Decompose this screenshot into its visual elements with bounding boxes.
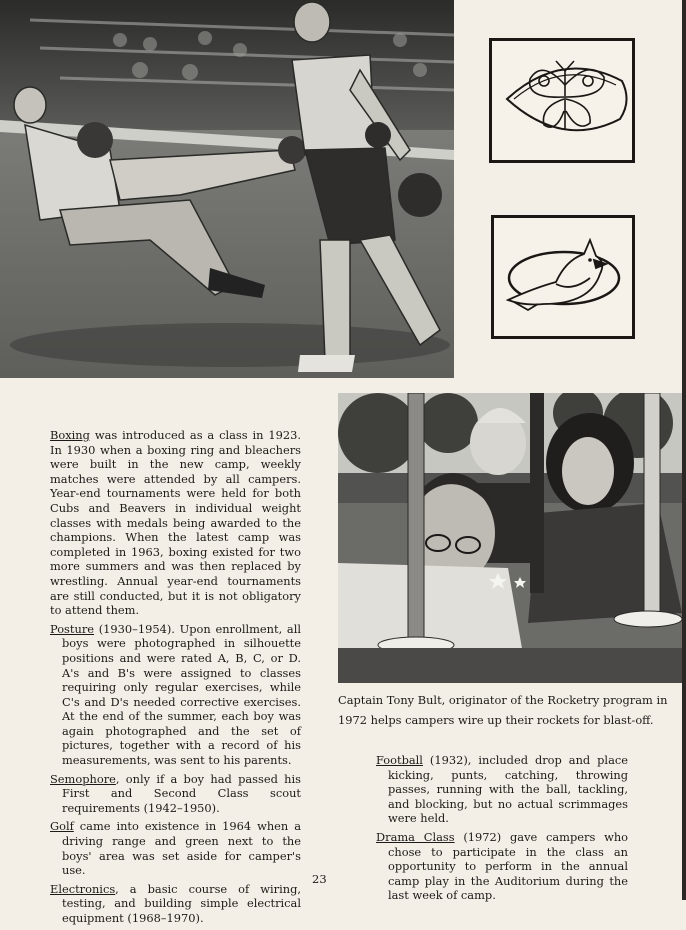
entry-football — [376, 753, 628, 826]
entry-term: Drama Class — [376, 829, 455, 844]
entry-term: Football — [376, 753, 423, 767]
entry-posture — [50, 622, 301, 768]
page-edge — [682, 0, 686, 900]
rocketry-class-photo — [338, 393, 682, 683]
entry-text: (1930–1954). Upon enrollment, all boys were photographed in silhouette positions and were rated A, B, C, or D. A's and B's were assigned to classes requiring only regular exercises, while C's and D's needed corrective exercises. At the end of the summer, each boy was again photographed and the set of pictures, together with a record of his measurements, was sent to his parents. — [62, 621, 301, 768]
entry-text: (1932), included drop and place kicking, punts, catching, throwing passes, running with the ball, tackling, and blocking, but no actual scrimmages were held. — [388, 753, 628, 826]
entry-term: Boxing — [50, 428, 90, 442]
cardinal-emblem — [491, 215, 635, 339]
boxing-match-photo — [0, 0, 454, 378]
page-number: 23 — [312, 872, 327, 886]
entry-term: Posture — [50, 621, 95, 636]
entry-term: Golf — [50, 819, 74, 834]
entry-text: was introduced as a class in 1923. In 1930 when a boxing ring and bleachers were built in the new camp, weekly matches were attended by all campers. Year-end tournaments were held for both Cubs and Beavers in individual weight classes with medals being awarded to the champions. When the latest camp was completed in 1963, boxing existed for two more summers and was then replaced by wrestling. Annual year-end tournaments are still conducted, but it is not obligatory to attend them. — [50, 428, 301, 618]
butterfly-emblem-icon — [492, 41, 632, 160]
entry-drama-class — [376, 830, 628, 903]
cardinal-emblem-icon — [494, 218, 632, 336]
butterfly-emblem — [489, 38, 635, 163]
entry-text: (1972) gave campers who chose to participate in the class an opportunity to perform in the annual camp play in the Auditorium during the last week of camp. — [388, 829, 629, 903]
left-text-column — [50, 428, 301, 930]
entry-golf — [50, 819, 301, 877]
photo-caption: Captain Tony Bult, originator of the Rocketry program in 1972 helps campers wire up their rockets for blast-off. — [338, 693, 668, 727]
rocketry-photo-image — [338, 393, 682, 683]
entry-term: Electronics — [50, 881, 116, 896]
boxing-photo-image — [0, 0, 454, 378]
entry-boxing — [50, 428, 301, 618]
entry-term: Semophore — [50, 771, 116, 786]
entry-electronics — [50, 882, 301, 926]
entry-text: came into existence in 1964 when a driving range and green next to the boys' area was set aside for camper's use. — [62, 819, 301, 878]
entry-text: , a basic course of wiring, testing, and building simple electrical equipment (1968–1970). — [62, 881, 301, 925]
entry-text: , only if a boy had passed his First and Second Class scout requirements (1942–1950). — [62, 771, 301, 815]
entry-semophore — [50, 772, 301, 816]
right-text-column — [376, 753, 628, 907]
